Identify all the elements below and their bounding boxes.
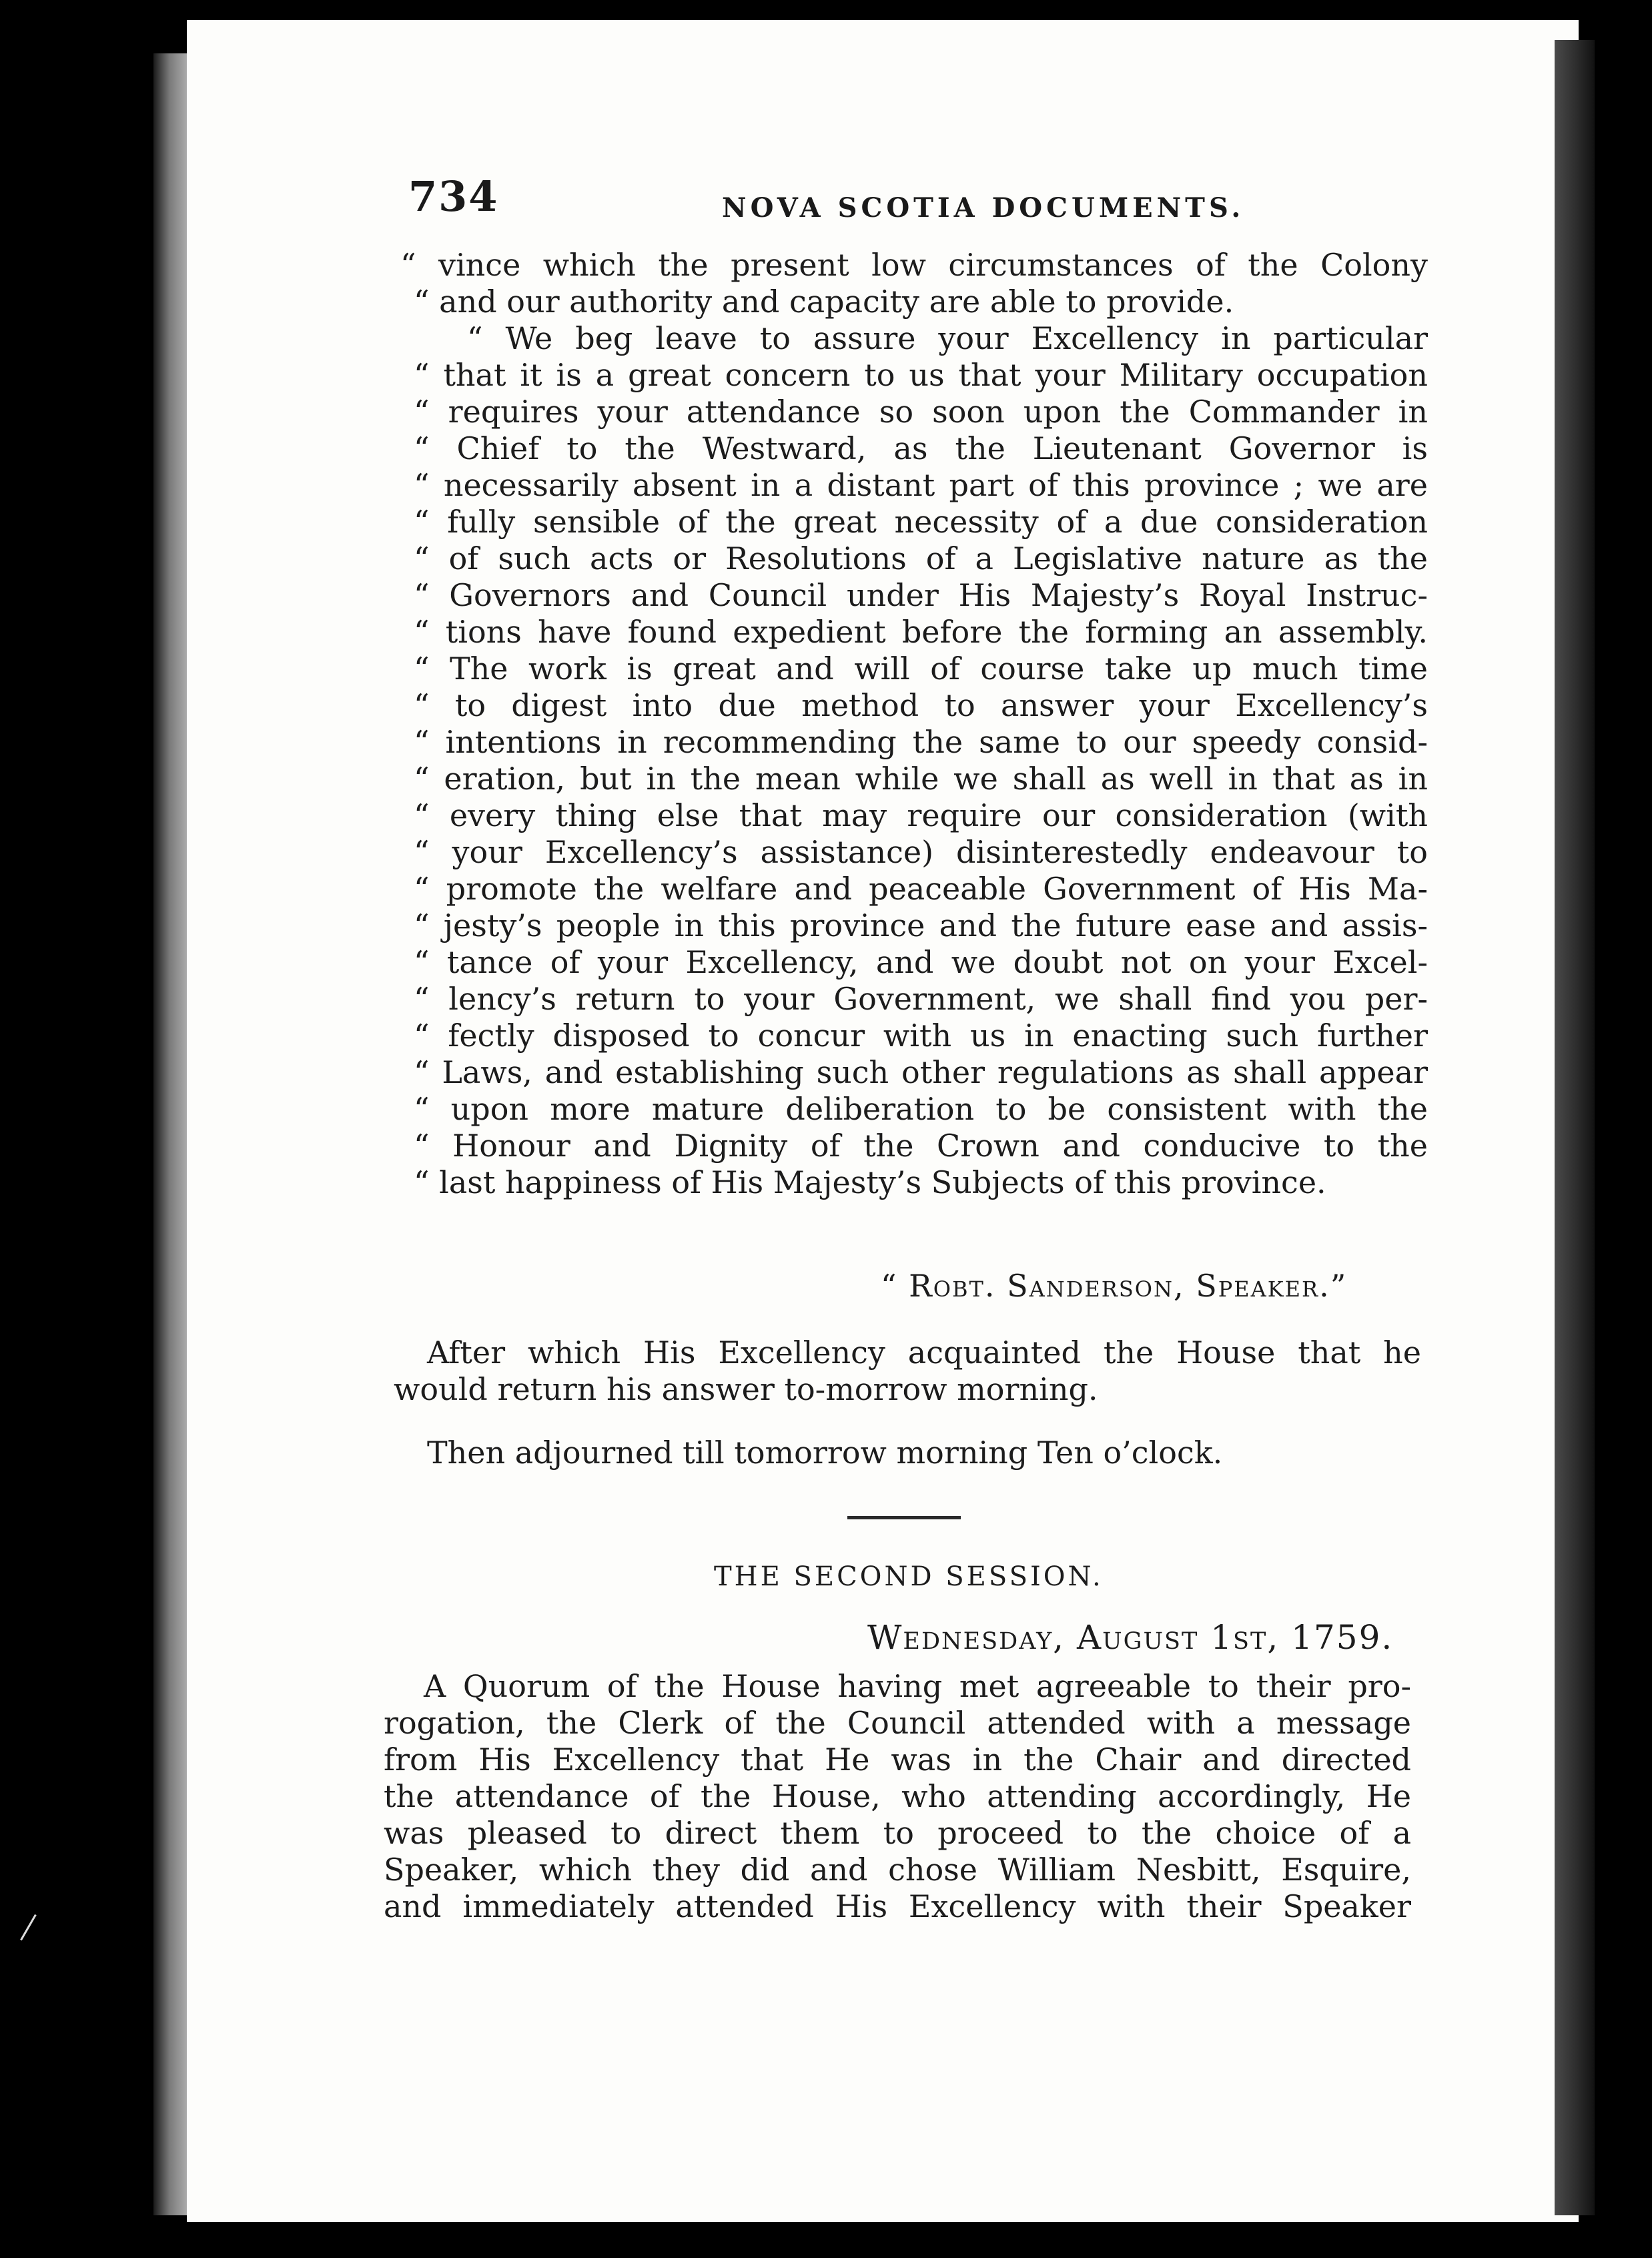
running-head xyxy=(408,165,1436,232)
text-line: from His Excellency that He was in the Chair and directed xyxy=(384,1742,1411,1778)
text-line: “ requires your attendance so soon upon the Commander in xyxy=(414,394,1428,430)
quoted-address xyxy=(400,247,1428,1201)
text-line: “ your Excellency’s assistance) disinterestedly endeavour to xyxy=(414,834,1428,870)
text-line: “ tions have found expedient before the forming an assembly. xyxy=(414,614,1428,650)
text-line: “ Governors and Council under His Majesty’s Royal Instruc- xyxy=(414,577,1428,613)
text-line: “ every thing else that may require our consideration (with xyxy=(414,797,1428,833)
paragraph-quorum xyxy=(384,1668,1411,1925)
text-line: “ necessarily absent in a distant part of this province ; we are xyxy=(414,467,1428,503)
text-line: A Quorum of the House having met agreeable to their pro- xyxy=(424,1668,1411,1704)
text-line: Speaker, which they did and chose William Nesbitt, Esquire, xyxy=(384,1852,1411,1888)
text-line: “ upon more mature deliberation to be consistent with the xyxy=(414,1091,1428,1127)
text-line: “ jesty’s people in this province and the future ease and assis- xyxy=(414,907,1428,944)
paragraph-answer xyxy=(394,1335,1421,1408)
text-line: “ of such acts or Resolutions of a Legislative nature as the xyxy=(414,540,1428,577)
text-line: “ fectly disposed to concur with us in enacting such further xyxy=(414,1018,1428,1054)
text-line: would return his answer to-morrow morning. xyxy=(394,1371,1098,1407)
text-line: “ Honour and Dignity of the Crown and conducive to the xyxy=(414,1128,1428,1164)
session-date: Wednesday, August 1st, 1759. xyxy=(867,1618,1394,1657)
text-line: “ Chief to the Westward, as the Lieutenant Governor is xyxy=(414,430,1428,466)
text-line: “ vince which the present low circumstances of the Colony xyxy=(400,247,1428,283)
signature-line: “ Robt. Sanderson, Speaker.” xyxy=(881,1268,1348,1304)
text-line: the attendance of the House, who attending accordingly, He xyxy=(384,1778,1411,1814)
page-number: 734 xyxy=(408,172,499,221)
text-line: and immediately attended His Excellency with their Speaker xyxy=(384,1888,1411,1924)
running-title: NOVA SCOTIA DOCUMENTS. xyxy=(722,192,1245,224)
text-line: “ that it is a great concern to us that your Military occupation xyxy=(414,357,1428,393)
text-line: “ eration, but in the mean while we shall as well in that as in xyxy=(414,761,1428,797)
text-line: “ Laws, and establishing such other regulations as shall appear xyxy=(414,1054,1428,1090)
text-line: “ to digest into due method to answer your Excellency’s xyxy=(414,687,1428,723)
facing-page-edge xyxy=(1555,40,1595,2215)
text-line: “ The work is great and will of course take up much time xyxy=(414,651,1428,687)
text-line: rogation, the Clerk of the Council attended with a message xyxy=(384,1705,1411,1741)
text-line: was pleased to direct them to proceed to the choice of a xyxy=(384,1815,1411,1851)
text-line: “ lency’s return to your Government, we shall find you per- xyxy=(414,981,1428,1017)
adjournment-line: Then adjourned till tomorrow morning Ten o’clock. xyxy=(427,1435,1223,1471)
text-line: “ tance of your Excellency, and we doubt not on your Excel- xyxy=(414,944,1428,980)
text-line: “ intentions in recommending the same to our speedy consid- xyxy=(414,724,1428,760)
scan-mark xyxy=(20,1914,45,1946)
text-line: “ promote the welfare and peaceable Government of His Ma- xyxy=(414,871,1428,907)
section-divider xyxy=(847,1516,961,1519)
text-line: “ and our authority and capacity are able to provide. xyxy=(414,284,1234,320)
text-line: “ last happiness of His Majesty’s Subjects of this province. xyxy=(414,1164,1326,1200)
text-line: “ We beg leave to assure your Excellency in particular xyxy=(467,320,1428,356)
section-heading: THE SECOND SESSION. xyxy=(714,1561,1104,1592)
text-line: “ fully sensible of the great necessity of a due consideration xyxy=(414,504,1428,540)
text-line: After which His Excellency acquainted the House that he xyxy=(427,1335,1421,1371)
